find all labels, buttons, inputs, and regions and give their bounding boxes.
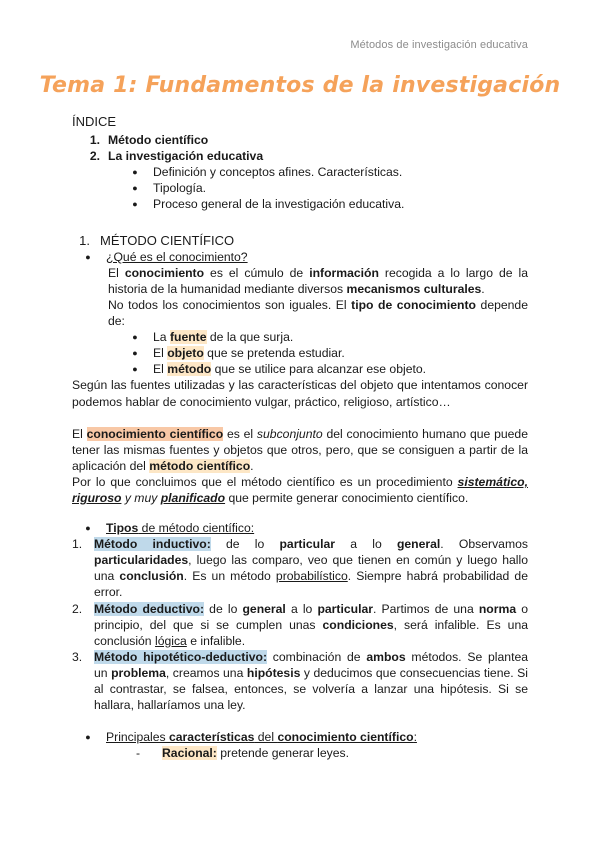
index-item-label: Método científico xyxy=(108,133,209,148)
bullet-icon: ● xyxy=(132,364,138,375)
index-subitem xyxy=(72,164,528,180)
dependency-item: ● El método que se utilice para alcanzar ese objeto. xyxy=(72,361,528,377)
index-subitem xyxy=(72,180,528,196)
method-hipotetico-deductivo: 3. Método hipotético-deductivo: combinación de ambos métodos. Se plantea un problema, creamos una hipótesis y deducimos que consecuencias tiene. Si al contrastar, se falsea, entonces, se volvería a lanzar una hipótesis. Si se hallara, hallaríamos una ley. xyxy=(72,649,529,713)
question-bullet xyxy=(72,249,528,265)
index-item-number: 2. xyxy=(89,149,100,164)
document-body xyxy=(72,114,528,761)
caracteristicas-bullet: ● Principales características del conocimiento científico: xyxy=(72,729,528,745)
bullet-icon: ● xyxy=(85,732,91,743)
index-subitem-label: Definición y conceptos afines. Características. xyxy=(153,165,403,180)
caracteristica-racional: - Racional: pretende generar leyes. xyxy=(136,746,349,761)
index-subitem xyxy=(72,196,528,212)
section-number: 1. xyxy=(79,232,90,248)
section-title: MÉTODO CIENTÍFICO xyxy=(100,232,235,248)
method-inductivo: 1. Método inductivo: de lo particular a lo general. Observamos particularidades, luego las comparo, veo que tienen en común y luego hallo una conclusión. Es un método probabilístico. Siempre habrá probabilidad de error. xyxy=(72,537,528,600)
bullet-icon: ● xyxy=(132,348,138,359)
method-number: 2. xyxy=(72,601,83,616)
tipos-bullet: ● Tipos de método científico: xyxy=(72,520,528,536)
method-number: 1. xyxy=(72,537,83,552)
index-item-2 xyxy=(72,148,528,164)
bullet-icon: ● xyxy=(85,523,91,534)
method-number: 3. xyxy=(72,649,83,664)
bullet-icon: ● xyxy=(132,167,138,178)
index-subitem-label: Tipología. xyxy=(153,181,207,196)
section-heading xyxy=(72,233,528,249)
bullet-icon: ● xyxy=(132,183,138,194)
bullet-icon: ● xyxy=(85,251,91,262)
bullet-icon: ● xyxy=(132,332,138,343)
dependency-item: ● El objeto que se pretenda estudiar. xyxy=(72,345,528,361)
question-text: ¿Qué es el conocimiento? xyxy=(106,249,248,264)
running-header: Métodos de investigación educativa xyxy=(350,39,528,51)
dash-marker: - xyxy=(136,746,141,761)
paragraph-conclusion: Por lo que concluimos que el método científico es un procedimiento sistemático, riguroso y muy planificado que permite generar conocimiento científico. xyxy=(72,474,528,505)
method-deductivo: 2. Método deductivo: de lo general a lo particular. Partimos de una norma o principio, del que si se cumplen unas condiciones, será infalible. Es una conclusión lógica e infalible. xyxy=(72,601,528,648)
paragraph-fuentes: Según las fuentes utilizadas y las características del objeto que intentamos conocer podemos hablar de conocimiento vulgar, práctico, religioso, artístico… xyxy=(72,378,528,409)
page-title: Tema 1: Fundamentos de la investigación xyxy=(39,73,561,98)
paragraph-conocimiento-cientifico: El conocimiento científico es el subconjunto del conocimiento humano que puede tener las mismas fuentes y objetos que otros, pero, que se consiguen a partir de la aplicación del método científico. xyxy=(72,426,528,473)
paragraph-tipo: No todos los conocimientos son iguales. El tipo de conocimiento depende de: xyxy=(108,297,528,329)
index-subitem-label: Proceso general de la investigación educativa. xyxy=(153,197,405,212)
bullet-icon: ● xyxy=(132,199,138,210)
index-item-label: La investigación educativa xyxy=(108,149,264,164)
index-heading: ÍNDICE xyxy=(72,114,117,129)
index-item-number: 1. xyxy=(89,133,100,148)
paragraph-conocimiento: El conocimiento es el cúmulo de información recogida a lo largo de la historia de la humanidad mediante diversos mecanismos culturales. xyxy=(108,265,528,296)
index-item-1 xyxy=(72,132,528,148)
dependency-item: ● La fuente de la que surja. xyxy=(72,329,528,345)
